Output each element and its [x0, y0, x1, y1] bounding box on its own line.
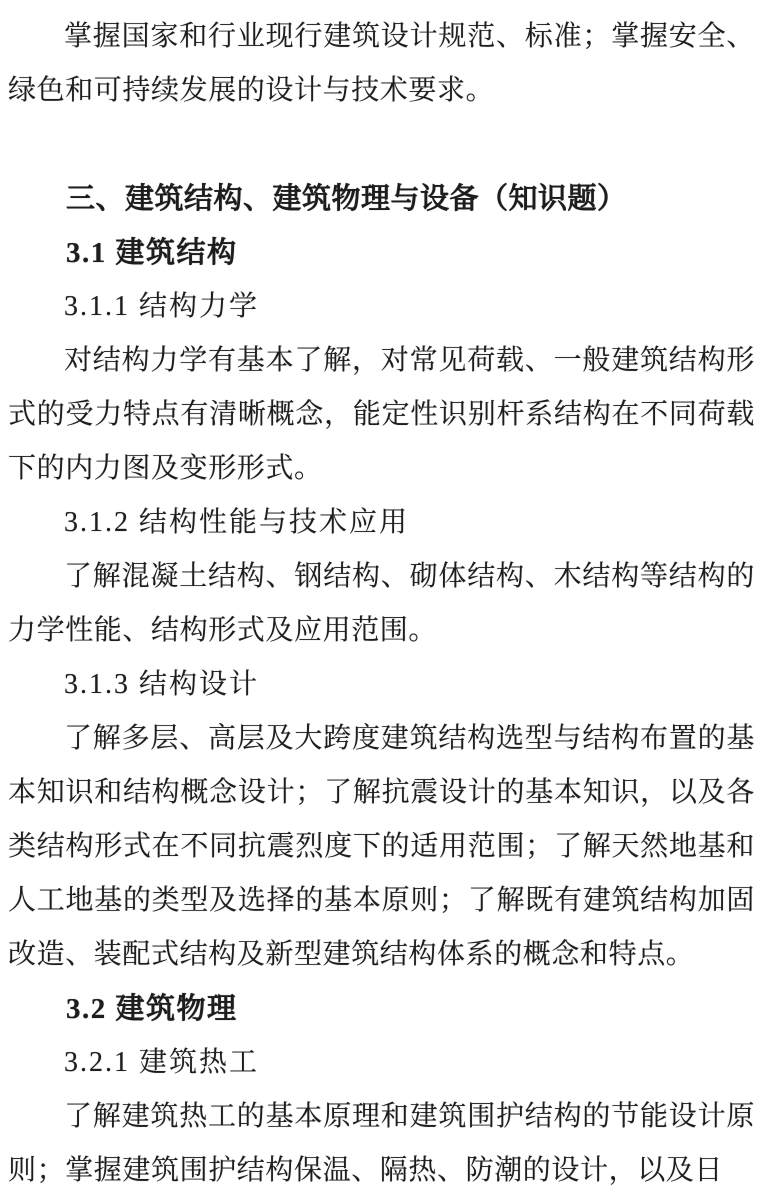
subsection-3-1-2-heading: 3.1.2 结构性能与技术应用 — [64, 507, 410, 538]
subsection-3-2-1-heading: 3.2.1 建筑热工 — [64, 1047, 260, 1078]
subsection-3-1-3-heading: 3.1.3 结构设计 — [64, 669, 260, 700]
subsection-3-1-2-paragraph: 了解混凝土结构、钢结构、砌体结构、木结构等结构的力学性能、结构形式及应用范围。 — [8, 561, 755, 646]
subsection-3-1-1-paragraph: 对结构力学有基本了解，对常见荷载、一般建筑结构形式的受力特点有清晰概念，能定性识别杆系结构在不同荷载下的内力图及变形形式。 — [8, 345, 755, 484]
subsection-3-2-1-paragraph: 了解建筑热工的基本原理和建筑围护结构的节能设计原则；掌握建筑围护结构保温、隔热、防潮的设计，以及日 — [8, 1101, 755, 1186]
subsection-3-1-1-heading: 3.1.1 结构力学 — [64, 291, 260, 322]
section-3-1-heading: 3.1 建筑结构 — [66, 237, 238, 269]
subsection-3-1-3-paragraph: 了解多层、高层及大跨度建筑结构选型与结构布置的基本知识和结构概念设计；了解抗震设计的基本知识，以及各类结构形式在不同抗震烈度下的适用范围；了解天然地基和人工地基的类型及选择的基本原则；了解既有建筑结构加固改造、装配式结构及新型建筑结构体系的概念和特点。 — [8, 723, 755, 970]
section-3-2-heading: 3.2 建筑物理 — [66, 993, 238, 1025]
intro-paragraph: 掌握国家和行业现行建筑设计规范、标准；掌握安全、绿色和可持续发展的设计与技术要求。 — [8, 21, 755, 106]
chapter-heading: 三、建筑结构、建筑物理与设备（知识题） — [66, 183, 627, 215]
